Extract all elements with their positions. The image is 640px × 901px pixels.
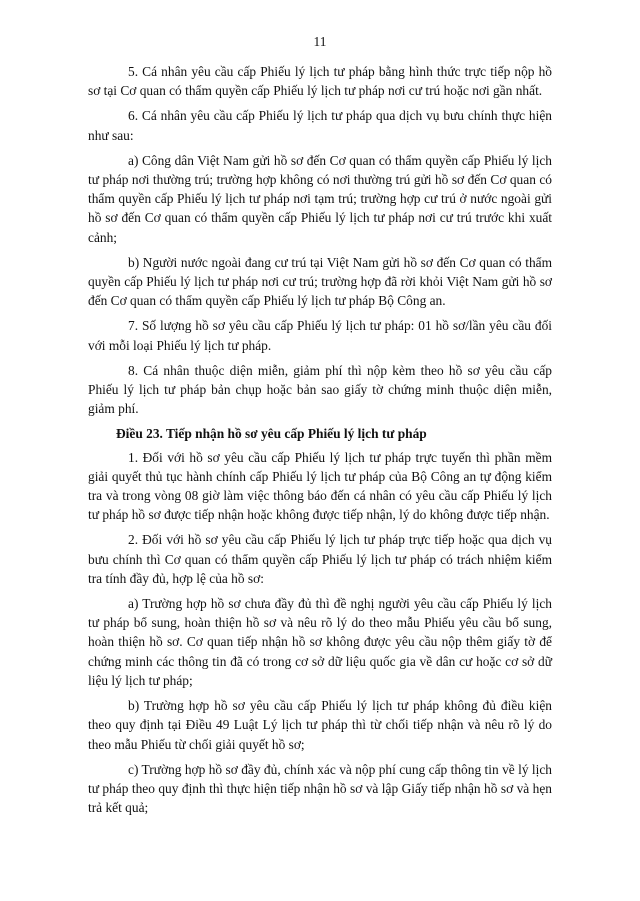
paragraph-clause-6: 6. Cá nhân yêu cầu cấp Phiếu lý lịch tư pháp qua dịch vụ bưu chính thực hiện như sau:: [88, 108, 552, 143]
page-number: 11: [313, 34, 327, 49]
paragraph-clause-6a: a) Công dân Việt Nam gửi hồ sơ đến Cơ quan có thẩm quyền cấp Phiếu lý lịch tư pháp nơi thường trú; trường hợp không có nơi thường trú gửi hồ sơ đến Cơ quan có thẩm quyền cấp Phiếu lý lịch tư pháp nơi tạm trú; trường hợp cư trú ở nước ngoài gửi hồ sơ đến Cơ quan có thẩm quyền cấp Phiếu lý lịch tư pháp nơi cư trú trước khi xuất cảnh;: [88, 152, 552, 245]
article-paragraph-2c: c) Trường hợp hồ sơ đầy đủ, chính xác và nộp phí cung cấp thông tin về lý lịch tư pháp theo quy định thì thực hiện tiếp nhận hồ sơ và lập Giấy tiếp nhận hồ sơ và hẹn trả kết quả;: [88, 761, 552, 816]
article-paragraph-1: 1. Đối với hồ sơ yêu cầu cấp Phiếu lý lịch tư pháp trực tuyến thì phần mềm giải quyết thủ tục hành chính cấp Phiếu lý lịch tư pháp của Bộ Công an tự động kiểm tra và trong vòng 08 giờ làm việc thông báo đến cá nhân có yêu cầu cấp Phiếu lý lịch tư pháp hồ sơ được tiếp nhận hoặc không được tiếp nhận, lý do không được tiếp nhận.: [88, 449, 552, 523]
paragraph-clause-5: 5. Cá nhân yêu cầu cấp Phiếu lý lịch tư pháp bằng hình thức trực tiếp nộp hồ sơ tại Cơ quan có thẩm quyền cấp Phiếu lý lịch tư pháp nơi cư trú hoặc nơi gần nhất.: [88, 64, 552, 99]
paragraph-clause-6b: b) Người nước ngoài đang cư trú tại Việt Nam gửi hồ sơ đến Cơ quan có thẩm quyền cấp Phiếu lý lịch tư pháp nơi cư trú; trường hợp đã rời khỏi Việt Nam gửi hồ sơ đến Cơ quan có thẩm quyền cấp Phiếu lý lịch tư pháp Bộ Công an.: [88, 254, 552, 309]
article-heading: Điều 23. Tiếp nhận hồ sơ yêu cấp Phiếu lý lịch tư pháp: [116, 426, 427, 442]
article-paragraph-2a: a) Trường hợp hồ sơ chưa đầy đủ thì đề nghị người yêu cầu cấp Phiếu lý lịch tư pháp bổ sung, hoàn thiện hồ sơ và nêu rõ lý do theo mẫu Phiếu yêu cầu bổ sung, hoàn thiện hồ sơ. Cơ quan tiếp nhận hồ sơ không được yêu cầu nộp thêm giấy tờ để chứng minh các thông tin đã có trong cơ sở dữ liệu quốc gia về dân cư hoặc cơ sở dữ liệu lý lịch tư pháp;: [88, 596, 552, 688]
article-paragraph-2: 2. Đối với hồ sơ yêu cầu cấp Phiếu lý lịch tư pháp trực tiếp hoặc qua dịch vụ bưu chính thì Cơ quan có thẩm quyền cấp Phiếu lý lịch tư pháp có trách nhiệm kiểm tra tính đầy đủ, hợp lệ của hồ sơ:: [88, 532, 552, 586]
paragraph-clause-8: 8. Cá nhân thuộc diện miễn, giảm phí thì nộp kèm theo hồ sơ yêu cầu cấp Phiếu lý lịch tư pháp bản chụp hoặc bản sao giấy tờ chứng minh thuộc diện miễn, giảm phí.: [88, 362, 552, 417]
paragraph-clause-7: 7. Số lượng hồ sơ yêu cầu cấp Phiếu lý lịch tư pháp: 01 hồ sơ/lần yêu cầu đối với mỗi loại Phiếu lý lịch tư pháp.: [88, 318, 552, 353]
document-body: [88, 62, 552, 823]
article-paragraph-2b: b) Trường hợp hồ sơ yêu cầu cấp Phiếu lý lịch tư pháp không đủ điều kiện theo quy định tại Điều 49 Luật Lý lịch tư pháp thì từ chối tiếp nhận và nêu rõ lý do theo mẫu Phiếu từ chối giải quyết hồ sơ;: [88, 698, 552, 752]
